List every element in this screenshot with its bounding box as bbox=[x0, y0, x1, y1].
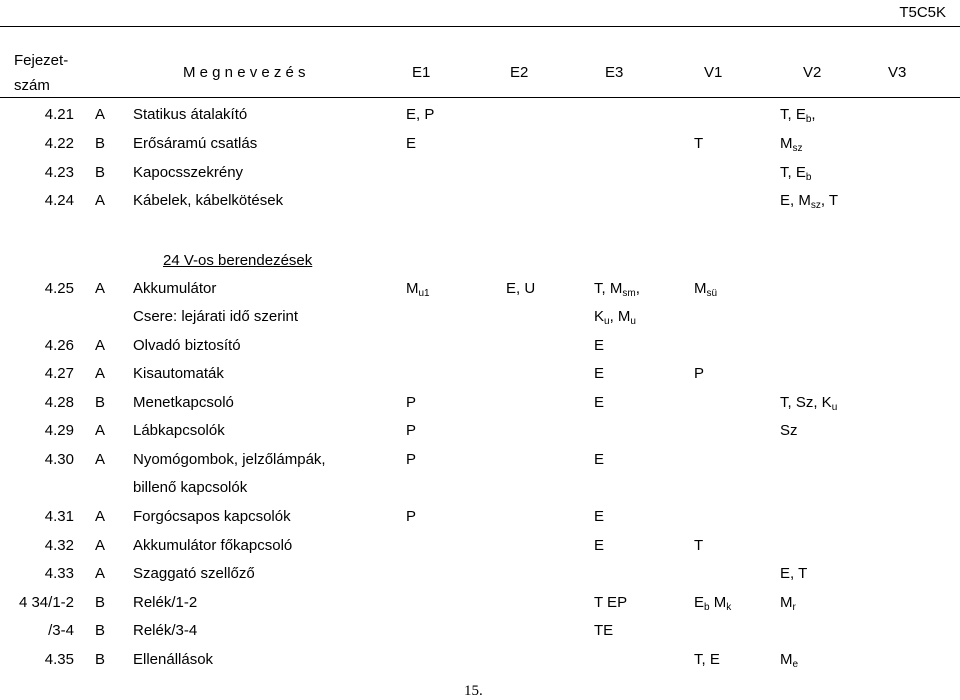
cell-num: 4.31 bbox=[44, 508, 74, 525]
cell-num: 4.30 bbox=[44, 451, 74, 468]
cell-e3: E bbox=[594, 451, 605, 468]
table-row bbox=[0, 365, 960, 389]
cell-v1: $M_{sü}$ bbox=[694, 280, 718, 299]
cell-num: /3-4 bbox=[48, 622, 74, 639]
cell-name: Forgócsapos kapcsolók bbox=[133, 508, 291, 525]
cell-name: Nyomógombok, jelzőlámpák, bbox=[133, 451, 326, 468]
cell-type: A bbox=[95, 508, 106, 525]
cell-name: Akkumulátor bbox=[133, 280, 217, 297]
table-row bbox=[0, 565, 960, 589]
cell-name: Lábkapcsolók bbox=[133, 422, 225, 439]
section-heading-row bbox=[0, 252, 960, 276]
table-row bbox=[0, 192, 960, 216]
cell-e1: P bbox=[406, 422, 417, 439]
cell-type: A bbox=[95, 280, 106, 297]
cell-type: B bbox=[95, 651, 106, 668]
cell-type: A bbox=[95, 565, 106, 582]
cell-name: Csere: lejárati idő szerint bbox=[133, 308, 299, 325]
cell-num: 4.22 bbox=[44, 135, 74, 152]
table-row bbox=[0, 280, 960, 304]
section-title: 24 V-os berendezések bbox=[163, 252, 313, 269]
table-row bbox=[0, 479, 960, 503]
cell-e3: E bbox=[594, 508, 605, 525]
cell-v2: E, T bbox=[780, 565, 808, 582]
header-chapter-number-line1: Fejezet- bbox=[14, 52, 69, 69]
cell-v2: E, $M_{sz}$, T bbox=[780, 192, 839, 211]
table-row bbox=[0, 106, 960, 130]
table-row bbox=[0, 651, 960, 675]
cell-num: 4.25 bbox=[44, 280, 74, 297]
header-name: M e g n e v e z é s bbox=[183, 64, 306, 81]
cell-name: Kisautomaták bbox=[133, 365, 224, 382]
header-e1: E1 bbox=[412, 64, 431, 81]
table-row bbox=[0, 308, 960, 332]
cell-type: A bbox=[95, 337, 106, 354]
cell-e1: P bbox=[406, 508, 417, 525]
cell-type: A bbox=[95, 192, 106, 209]
cell-e3: $K_u$, $M_u$ bbox=[594, 308, 636, 327]
table-row bbox=[0, 508, 960, 532]
cell-type: B bbox=[95, 135, 106, 152]
header-e3: E3 bbox=[605, 64, 624, 81]
cell-num: 4.29 bbox=[44, 422, 74, 439]
cell-e1: E bbox=[406, 135, 417, 152]
cell-v2: $M_e$ bbox=[780, 651, 799, 670]
cell-name: Menetkapcsoló bbox=[133, 394, 234, 411]
cell-num: 4.21 bbox=[44, 106, 74, 123]
cell-num: 4 34/1-2 bbox=[18, 594, 74, 611]
cell-name: Szaggató szellőző bbox=[133, 565, 255, 582]
cell-name: Relék/3-4 bbox=[133, 622, 198, 639]
table-row bbox=[0, 537, 960, 561]
cell-type: A bbox=[95, 537, 106, 554]
cell-name: Kábelek, kábelkötések bbox=[133, 192, 284, 209]
cell-v2: $M_r$ bbox=[780, 594, 796, 613]
cell-type: A bbox=[95, 451, 106, 468]
table-row bbox=[0, 622, 960, 646]
cell-name: billenő kapcsolók bbox=[133, 479, 248, 496]
header-v1: V1 bbox=[704, 64, 723, 81]
header-v2: V2 bbox=[803, 64, 822, 81]
cell-num: 4.27 bbox=[44, 365, 74, 382]
cell-v2: $M_{sz}$ bbox=[780, 135, 803, 154]
cell-name: Erősáramú csatlás bbox=[133, 135, 258, 152]
cell-v2: T, $E_b$ bbox=[780, 164, 812, 183]
cell-name: Olvadó biztosító bbox=[133, 337, 241, 354]
cell-num: 4.26 bbox=[44, 337, 74, 354]
cell-name: Ellenállások bbox=[133, 651, 214, 668]
cell-e3: TE bbox=[594, 622, 614, 639]
header-chapter-number-line2: szám bbox=[14, 77, 50, 94]
cell-v2: Sz bbox=[780, 422, 798, 439]
cell-e3: T EP bbox=[594, 594, 628, 611]
document-code: T5C5K bbox=[899, 4, 946, 21]
page-number: 15. bbox=[464, 683, 483, 699]
cell-v2: T, Sz, $K_u$ bbox=[780, 394, 838, 413]
cell-e3: E bbox=[594, 537, 605, 554]
table-row bbox=[0, 394, 960, 418]
cell-type: B bbox=[95, 622, 106, 639]
cell-type: A bbox=[95, 365, 106, 382]
cell-type: A bbox=[95, 106, 106, 123]
cell-v2: T, $E_b$, bbox=[780, 106, 816, 125]
cell-e1: E, P bbox=[406, 106, 435, 123]
cell-type: B bbox=[95, 594, 106, 611]
cell-v1: T bbox=[694, 135, 704, 152]
cell-name: Kapocsszekrény bbox=[133, 164, 244, 181]
cell-v1: T, E bbox=[694, 651, 720, 668]
cell-num: 4.32 bbox=[44, 537, 74, 554]
header-e2: E2 bbox=[510, 64, 529, 81]
cell-num: 4.33 bbox=[44, 565, 74, 582]
cell-e3: E bbox=[594, 365, 605, 382]
cell-e1: $M_{u1}$ bbox=[406, 280, 430, 299]
cell-num: 4.23 bbox=[44, 164, 74, 181]
cell-name: Relék/1-2 bbox=[133, 594, 198, 611]
cell-e1: P bbox=[406, 451, 417, 468]
table-row bbox=[0, 337, 960, 361]
header-v3: V3 bbox=[888, 64, 907, 81]
cell-num: 4.24 bbox=[44, 192, 74, 209]
cell-num: 4.35 bbox=[44, 651, 74, 668]
cell-e3: E bbox=[594, 394, 605, 411]
cell-num: 4.28 bbox=[44, 394, 74, 411]
table-row bbox=[0, 164, 960, 188]
cell-v1: P bbox=[694, 365, 705, 382]
cell-e3: E bbox=[594, 337, 605, 354]
cell-type: A bbox=[95, 422, 106, 439]
cell-e3: T, $M_{sm}$, bbox=[594, 280, 640, 299]
table-row bbox=[0, 594, 960, 618]
cell-type: B bbox=[95, 164, 106, 181]
cell-name: Akkumulátor főkapcsoló bbox=[133, 537, 293, 554]
cell-v1: T bbox=[694, 537, 704, 554]
cell-e1: P bbox=[406, 394, 417, 411]
cell-v1: $E_b$ $M_k$ bbox=[694, 594, 732, 613]
cell-e2: E, U bbox=[506, 280, 536, 297]
table-row bbox=[0, 451, 960, 475]
cell-type: B bbox=[95, 394, 106, 411]
table-row bbox=[0, 135, 960, 159]
cell-name: Statikus átalakító bbox=[133, 106, 248, 123]
table-row bbox=[0, 422, 960, 446]
